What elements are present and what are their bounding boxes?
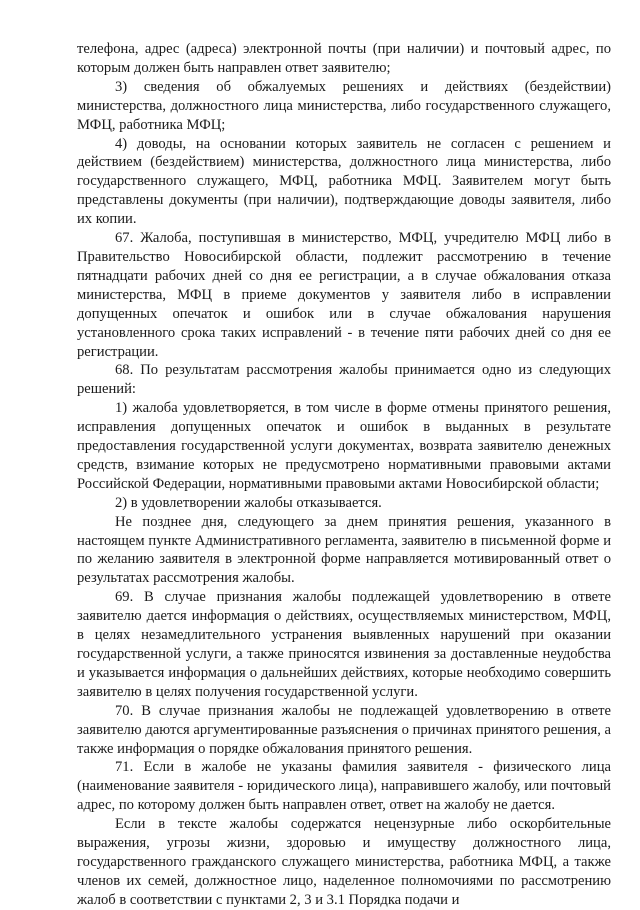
document-page (77, 40, 611, 910)
paragraph-continuation: телефона, адрес (адреса) электронной почты (при наличии) и почтовый адрес, по которым должен быть направлен ответ заявителю; (77, 41, 611, 76)
paragraph-67: 67. Жалоба, поступившая в министерство, МФЦ, учредителю МФЦ либо в Правительство Новосибирской области, подлежит рассмотрению в течение пятнадцати рабочих дней со дня ее регистрации, а в случае обжалования отказа министерства, МФЦ в приеме документов у заявителя либо в исправлении допущенных опечаток и ошибок или в случае обжалования нарушения установленного срока таких исправлений - в течение пяти рабочих дней со дня ее регистрации. (77, 230, 611, 360)
paragraph-68-item-1: 1) жалоба удовлетворяется, в том числе в форме отмены принятого решения, исправления допущенных опечаток и ошибок в выданных в результате предоставления государственной услуги документах, возврата заявителю денежных средств, взимание которых не предусмотрено нормативными правовыми актами Российской Федерации, нормативными правовыми актами Новосибирской области; (77, 400, 611, 492)
paragraph-70: 70. В случае признания жалобы не подлежащей удовлетворению в ответе заявителю даются аргументированные разъяснения о причинах принятого решения, а также информация о порядке обжалования принятого решения. (77, 702, 611, 757)
paragraph-71-obscene: Если в тексте жалобы содержатся нецензурные либо оскорбительные выражения, угрозы жизни, здоровью и имуществу должностного лица, государственного гражданского служащего министерства, работника МФЦ, а также членов их семей, должностное лицо, наделенное полномочиями по рассмотрению жалоб в соответствии с пунктами 2, 3 и 3.1 Порядка подачи и (77, 816, 611, 908)
paragraph-68-item-2: 2) в удовлетворении жалобы отказывается. (115, 494, 382, 511)
paragraph-68: 68. По результатам рассмотрения жалобы принимается одно из следующих решений: (77, 362, 611, 398)
paragraph-item-3: 3) сведения об обжалуемых решениях и действиях (бездействии) министерства, должностного лица министерства, либо государственного служащего, МФЦ, работника МФЦ; (77, 78, 611, 133)
paragraph-item-4: 4) доводы, на основании которых заявитель не согласен с решением и действием (бездействием) министерства, должностного лица министерства, либо государственного служащего, МФЦ, работника МФЦ. Заявителем могут быть представлены документы (при наличии), подтверждающие доводы заявителя, либо их копии. (77, 135, 611, 228)
paragraph-68-response: Не позднее дня, следующего за днем принятия решения, указанного в настоящем пункте Административного регламента, заявителю в письменной форме и по желанию заявителя в электронной форме направляется мотивированный ответ о результатах рассмотрения жалобы. (77, 513, 611, 587)
paragraph-71: 71. Если в жалобе не указаны фамилия заявителя - физического лица (наименование заявителя - юридического лица), направившего жалобу, или почтовый адрес, по которому должен быть направлен ответ, ответ на жалобу не дается. (77, 759, 611, 814)
paragraph-69: 69. В случае признания жалобы подлежащей удовлетворению в ответе заявителю дается информация о действиях, осуществляемых министерством, МФЦ, в целях незамедлительного устранения выявленных нарушений при оказании государственной услуги, а также приносятся извинения за доставленные неудобства и указывается информация о дальнейших действиях, которые необходимо совершить заявителю в целях получения государственной услуги. (77, 589, 611, 700)
